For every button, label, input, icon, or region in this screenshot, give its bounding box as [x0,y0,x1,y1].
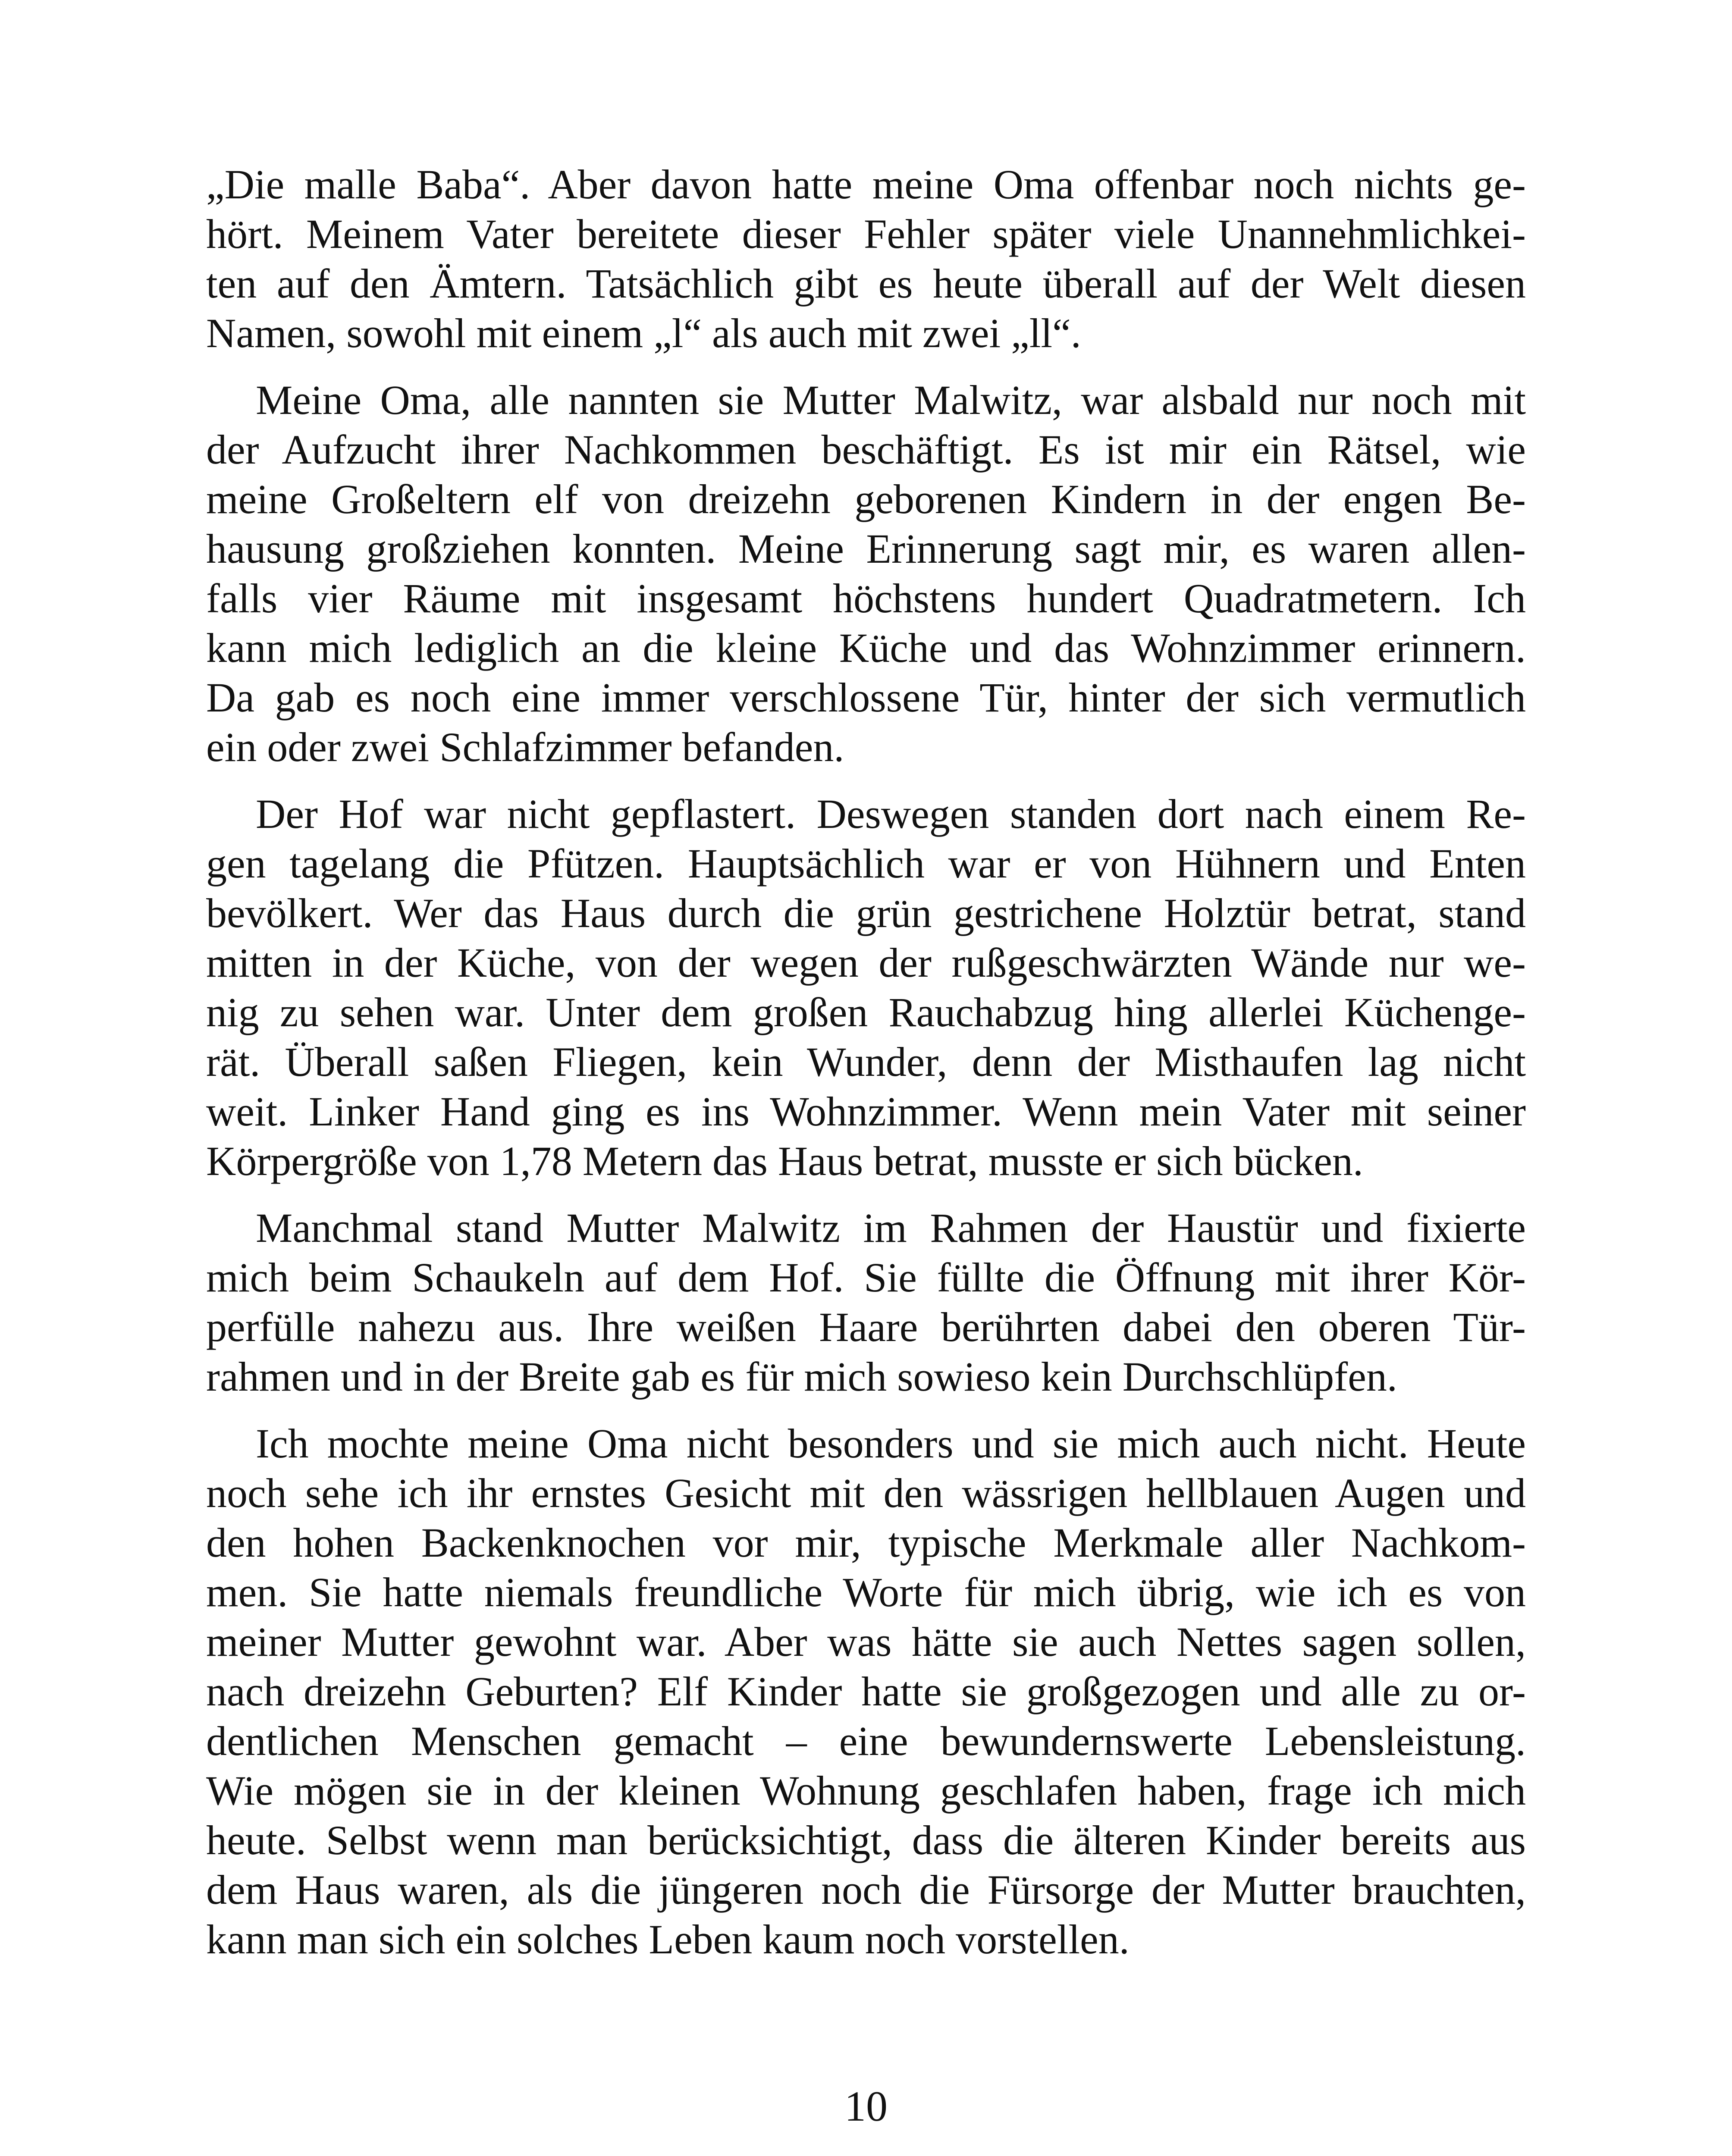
paragraph-1 [206,160,1526,358]
paragraph-5 [206,1419,1526,1964]
text-line: Manchmal stand Mutter Malwitz im Rahmen der Haustür und fixierte [256,1205,1526,1251]
text-line: ein oder zwei Schlafzimmer befanden. [206,724,844,770]
text-line: Körpergröße von 1,78 Metern das Haus betrat, musste er sich bücken. [206,1138,1363,1184]
text-line: meiner Mutter gewohnt war. Aber was hätte sie auch Nettes sagen sollen, [206,1619,1526,1665]
paragraph-4 [206,1203,1526,1401]
paragraph-2 [206,375,1526,772]
text-line: falls vier Räume mit insgesamt höchstens hundert Quadratmetern. Ich [206,575,1526,621]
text-line: kann mich lediglich an die kleine Küche und das Wohnzimmer erinnern. [206,625,1526,671]
text-line: perfülle nahezu aus. Ihre weißen Haare berührten dabei den oberen Tür- [206,1304,1526,1350]
text-line: kann man sich ein solches Leben kaum noch vorstellen. [206,1916,1130,1962]
text-line: rahmen und in der Breite gab es für mich sowieso kein Durchschlüpfen. [206,1354,1397,1400]
text-line: heute. Selbst wenn man berücksichtigt, dass die älteren Kinder bereits aus [206,1817,1526,1863]
text-line: ten auf den Ämtern. Tatsächlich gibt es heute überall auf der Welt diesen [206,260,1526,307]
text-line: gen tagelang die Pfützen. Hauptsächlich war er von Hühnern und Enten [206,840,1526,887]
paragraph-3 [206,789,1526,1186]
text-line: Der Hof war nicht gepflastert. Deswegen standen dort nach einem Re- [256,791,1526,837]
text-line: Wie mögen sie in der kleinen Wohnung geschlafen haben, frage ich mich [206,1767,1526,1814]
text-line: hausung großziehen konnten. Meine Erinnerung sagt mir, es waren allen- [206,526,1526,572]
text-line: der Aufzucht ihrer Nachkommen beschäftigt. Es ist mir ein Rätsel, wie [206,426,1526,473]
text-line: nig zu sehen war. Unter dem großen Rauchabzug hing allerlei Küchenge- [206,989,1526,1035]
text-line: noch sehe ich ihr ernstes Gesicht mit den wässrigen hellblauen Augen und [206,1470,1526,1516]
text-line: mich beim Schaukeln auf dem Hof. Sie füllte die Öffnung mit ihrer Kör- [206,1254,1526,1300]
text-line: den hohen Backenknochen vor mir, typische Merkmale aller Nachkom- [206,1520,1526,1566]
text-line: nach dreizehn Geburten? Elf Kinder hatte sie großgezogen und alle zu or- [206,1668,1526,1714]
text-line: mitten in der Küche, von der wegen der rußgeschwärzten Wände nur we- [206,940,1526,986]
text-line: Ich mochte meine Oma nicht besonders und sie mich auch nicht. Heute [256,1420,1526,1467]
text-line: dem Haus waren, als die jüngeren noch die Fürsorge der Mutter brauchten, [206,1867,1526,1913]
text-line: weit. Linker Hand ging es ins Wohnzimmer. Wenn mein Vater mit seiner [206,1088,1526,1134]
text-line: rät. Überall saßen Fliegen, kein Wunder, denn der Misthaufen lag nicht [206,1039,1526,1085]
text-line: men. Sie hatte niemals freundliche Worte für mich übrig, wie ich es von [206,1569,1526,1615]
text-line: Da gab es noch eine immer verschlossene Tür, hinter der sich vermutlich [206,674,1526,721]
body-text [206,160,1526,1981]
text-line: Namen, sowohl mit einem „l“ als auch mit zwei „ll“. [206,310,1081,356]
page-number: 10 [844,2082,888,2130]
text-line: hört. Meinem Vater bereitete dieser Fehler später viele Unannehmlichkei- [206,211,1526,257]
text-line: meine Großeltern elf von dreizehn geborenen Kindern in der engen Be- [206,476,1526,522]
text-line: dentlichen Menschen gemacht – eine bewundernswerte Lebensleistung. [206,1718,1526,1764]
text-line: Meine Oma, alle nannten sie Mutter Malwitz, war alsbald nur noch mit [256,377,1526,423]
text-line: bevölkert. Wer das Haus durch die grün gestrichene Holztür betrat, stand [206,890,1526,936]
text-line: „Die malle Baba“. Aber davon hatte meine Oma offenbar noch nichts ge- [206,161,1526,207]
